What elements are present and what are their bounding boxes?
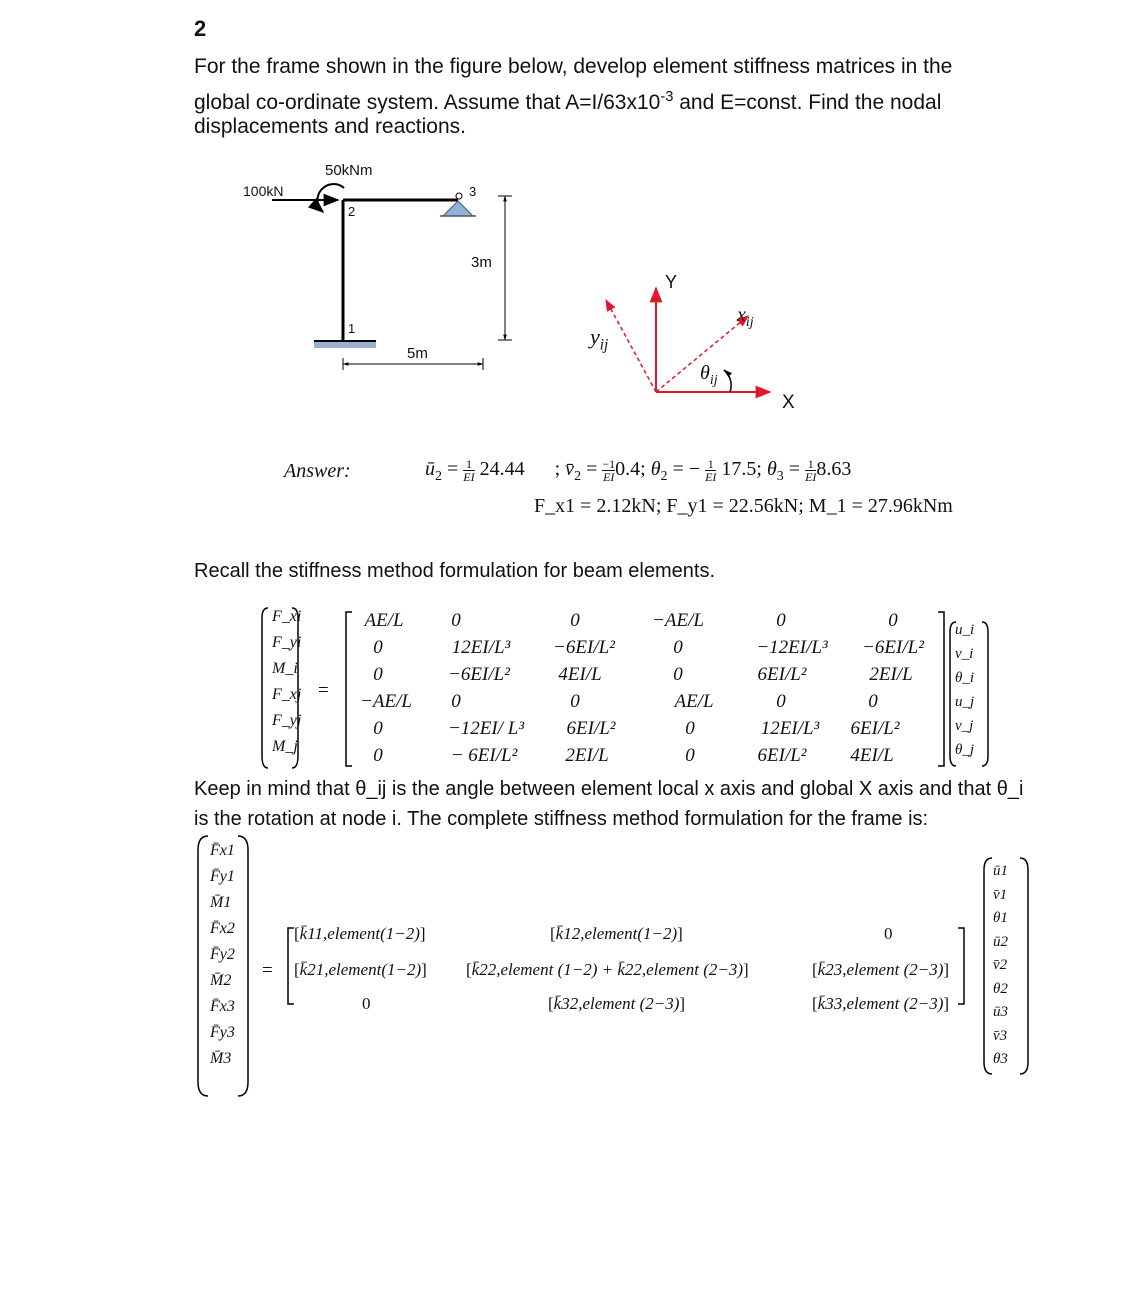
matrix-cell: 0 — [888, 610, 898, 631]
matrix-cell: 0 — [868, 691, 878, 712]
pin-support — [440, 201, 476, 216]
matrix-cell: 0 — [673, 664, 683, 685]
k11-block: [k̄11,element(1−2)] — [294, 924, 426, 943]
k23-block: [k̄23,element (2−3)] — [812, 960, 950, 979]
k32-block: [k̄32,element (2−3)] — [548, 994, 686, 1013]
width-label: 5m — [407, 345, 428, 362]
k33-block: [k̄33,element (2−3)] — [812, 994, 950, 1013]
k12-block: [k̄12,element(1−2)] — [550, 924, 683, 943]
k22-block: [k̄22,element (1−2) + k̄22,element (2−3)] — [466, 960, 749, 979]
matrix-lhs-vector: F_xi F_yi M_i F_xj F_yj M_j — [272, 608, 302, 755]
matrix-cell: 12EI/L³ — [451, 637, 511, 658]
matrix-cell: 4EI/L — [850, 745, 894, 766]
answer-label: Answer: — [284, 460, 351, 482]
theta-arc — [724, 370, 731, 392]
matrix-cell: 2EI/L — [869, 664, 913, 685]
matrix-cell: − 6EI/L² — [450, 745, 518, 766]
frame-figure — [0, 0, 1126, 420]
matrix-rhs-vector: u_i v_i θ_i u_j v_j θ_j — [955, 622, 975, 758]
matrix-cell: 6EI/L² — [757, 745, 807, 766]
matrix-cell: −6EI/L² — [448, 664, 510, 685]
matrix-cell: −12EI/ L³ — [447, 718, 525, 739]
global-lhs-vector: F̄x1 F̄y1 M̄1 F̄x2 F̄y2 M̄2 F̄x3 F̄y3 M̄3 — [210, 842, 235, 1067]
matrix-cell: 0 — [570, 691, 580, 712]
node3-label: 3 — [469, 184, 477, 199]
matrix-cell: 0 — [373, 664, 383, 685]
X-axis-label: X — [782, 392, 795, 413]
note-line2: is the rotation at node i. The complete stiffness method formulation for the frame is: — [194, 808, 929, 830]
matrix-cell: 4EI/L — [558, 664, 602, 685]
problem-text-line2: global co-ordinate system. Assume that $A=I/63x10^{-3}$ and E=const. Find the nodal — [194, 89, 942, 114]
matrix-cell: −12EI/L³ — [756, 637, 828, 658]
force-label: 100kN — [243, 183, 284, 199]
global-rhs-vector: ū1 v̄1 θ1 ū2 v̄2 θ2 ū3 v̄3 θ3 — [993, 863, 1008, 1067]
height-label: 3m — [471, 254, 492, 271]
k13-zero: 0 — [884, 924, 893, 943]
matrix-cell: 0 — [373, 745, 383, 766]
matrix-cell: 6EI/L² — [850, 718, 900, 739]
local-y-label: $y_{ij}$ — [590, 324, 609, 354]
matrix-equals: = — [318, 680, 329, 701]
matrix-cell: 0 — [373, 718, 383, 739]
matrix-cell: AE/L — [364, 610, 404, 631]
matrix-cell: AE/L — [674, 691, 714, 712]
matrix-cell: −6EI/L² — [553, 637, 615, 658]
theta-label: $\theta_{ij}$ — [700, 362, 718, 388]
matrix-cell: 0 — [685, 745, 695, 766]
matrix-cell: 6EI/L² — [566, 718, 616, 739]
global-equals: = — [262, 960, 273, 981]
k31-zero: 0 — [362, 994, 371, 1013]
matrix-cell: 0 — [451, 691, 461, 712]
matrix-cell: 0 — [673, 637, 683, 658]
matrix-cell: 0 — [570, 610, 580, 631]
matrix-cell: −6EI/L² — [862, 637, 924, 658]
node2-label: 2 — [348, 204, 356, 219]
Y-axis-label: Y — [665, 272, 678, 292]
matrix-cell: 0 — [451, 610, 461, 631]
answer-displacements: $ū_2$ = $\frac{1}{EI}$ 24.44 ; $v̄_2$ = $\frac{-1}{EI}$ 0.4; $\theta_2$ = − $\frac{1}{EI}$ 17.5; $\theta_3$ = $\frac{1}{EI}$ 8.63 — [425, 457, 852, 485]
node3-marker — [456, 193, 462, 199]
matrix-cell: −AE/L — [652, 610, 704, 631]
problem-number: 2 — [194, 16, 207, 41]
moment-label: 50kNm — [325, 162, 373, 179]
matrix-cell: 0 — [776, 610, 786, 631]
matrix-cell: 12EI/L³ — [760, 718, 820, 739]
matrix-cell: −AE/L — [360, 691, 412, 712]
note-line1: Keep in mind that θ_ij is the angle between element local x axis and global X axis and that θ_i — [194, 778, 1024, 800]
answer-reactions: F_x1 = 2.12kN; F_y1 = 22.56kN; M_1 = 27.96kNm — [534, 495, 953, 517]
k21-block: [k̄21,element(1−2)] — [294, 960, 427, 979]
matrix-cell: 2EI/L — [565, 745, 609, 766]
matrix-cell: 6EI/L² — [757, 664, 807, 685]
matrix-cell: 0 — [685, 718, 695, 739]
local-y-axis — [606, 300, 656, 392]
node1-label: 1 — [348, 321, 356, 336]
recall-text: Recall the stiffness method formulation for beam elements. — [194, 560, 715, 582]
moment-arrow-50kNm — [318, 184, 344, 212]
matrix-cell: 0 — [373, 637, 383, 658]
problem-text-line3: displacements and reactions. — [194, 115, 466, 138]
matrix-cell: 0 — [776, 691, 786, 712]
problem-text-line1: For the frame shown in the figure below, develop element stiffness matrices in the — [194, 55, 953, 78]
fixed-support — [314, 341, 376, 348]
local-x-label: $x_{ij}$ — [737, 304, 754, 330]
